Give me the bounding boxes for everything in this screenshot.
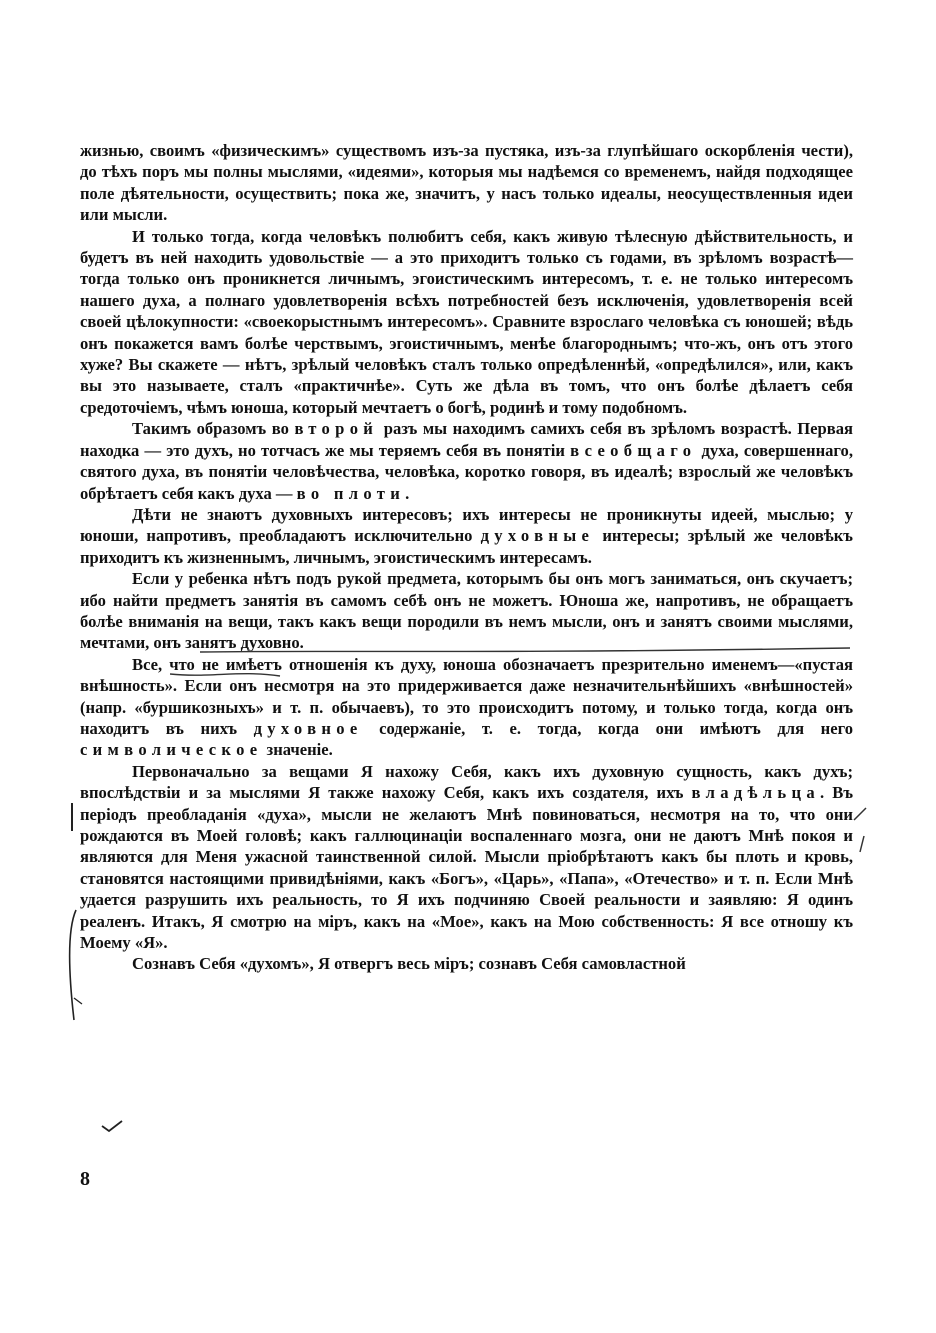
- text-segment: духа, совершеннаго, святого духа, въ понятіи человѣчества, человѣка, коротко говоря, въ идеалѣ; взрослый же человѣкъ обрѣтаетъ себя какъ духа —: [80, 440, 853, 503]
- paragraph: [80, 761, 853, 954]
- paragraph: [80, 504, 853, 568]
- text-segment: Такимъ образомъ во: [132, 419, 295, 439]
- margin-tick-mark: [100, 1118, 124, 1134]
- text-segment: .: [405, 483, 410, 503]
- emphasized-text: второй: [294, 419, 379, 439]
- text-segment: содержаніе, т. е. тогда, когда они имѣютъ для него: [362, 718, 853, 738]
- text-segment: И только тогда, когда человѣкъ полюбитъ себя, какъ живую тѣлесную дѣйствительность, и будетъ въ ней находить удовольствіе — а это приходитъ только съ годами, въ зрѣломъ возрастѣ—тогда только онъ проникнется личнымъ, эгоистическимъ интересомъ, т. е. не только интересомъ нашего духа, а полнаго удовлетворенія всѣхъ потребностей безъ исключенія, удовлетворенія всей своей цѣлокупности: «своекорыстнымъ интересомъ». Сравните взрослаго человѣка съ юношей; вѣдь онъ покажется вамъ болѣе черствымъ, эгоистичнымъ, менѣе благороднымъ; что-жъ, онъ отъ этого хуже? Вы скажете — нѣтъ, зрѣлый человѣкъ сталъ только опредѣленнѣй, «опредѣлился», или, какъ вы это называете, сталъ «практичнѣе». Суть же дѣла въ томъ, что онъ болѣе дѣлаетъ себя средоточіемъ, чѣмъ юноша, который мечтаетъ о богѣ, родинѣ и тому подобномъ.: [80, 226, 853, 417]
- paragraph: [80, 140, 853, 226]
- text-segment: интересы; зрѣлый же человѣкъ приходитъ къ жизненнымъ, личнымъ, эгоистическимъ интересамъ.: [80, 526, 853, 567]
- text-segment: Если у ребенка нѣтъ подъ рукой предмета, которымъ бы онъ могъ заниматься, онъ скучаетъ; ибо найти предметъ занятія въ самомъ себѣ онъ не можетъ. Юноша же, напротивъ, не обращаетъ болѣе вниманія на вещи, такъ какъ вещи породили въ немъ мысли, онъ и занятъ своими мыслями, мечтами, онъ занятъ духовно.: [80, 569, 853, 653]
- paragraph: [80, 568, 853, 654]
- emphasized-text: владѣльца: [691, 783, 820, 803]
- paragraph: [80, 226, 853, 419]
- text-segment: Сознавъ Себя «духомъ», Я отвергъ весь міръ; сознавъ Себя самовластной: [132, 954, 686, 974]
- text-segment: Первоначально за вещами Я нахожу Себя, какъ ихъ духовную сущность, какъ духъ; впослѣдствіи и за мыслями Я также нахожу Себя, какъ ихъ создателя, ихъ: [80, 761, 853, 803]
- page-body: [80, 140, 853, 975]
- emphasized-text: духовное: [253, 718, 363, 738]
- text-segment: . Въ періодъ преобладанія «духа», мысли не желаютъ Мнѣ повиноваться, несмотря на то, что они рождаются въ Моей головѣ; какъ галлюцинаціи воспаленнаго мозга, они не даютъ Мнѣ покоя и являются для Меня ужасной таинственной силой. Мысли пріобрѣтаютъ какъ бы плоть и кровь, становятся настоящими привидѣніями, какъ «Богъ», «Царь», «Папа», «Отечество» и т. п. Если Мнѣ удается разрушить ихъ реальность, то Я ихъ подчиняю Своей реальности и заявляю: Я одинъ реаленъ. Итакъ, Я смотрю на міръ, какъ на «Мое», какъ на Мою собственность: Я все отношу къ Моему «Я».: [80, 783, 853, 953]
- text-segment: Все, что не имѣетъ отношенія къ духу, юноша обозначаетъ презрительно именемъ—«пустая внѣшность». Если онъ несмотря на это придерживается даже незначительнѣйшихъ «внѣшностей» (напр. «буршикозныхъ» и т. п. обычаевъ), то это происходитъ потому, и только тогда, когда онъ находитъ въ нихъ: [80, 654, 853, 738]
- emphasized-text: символическое: [80, 740, 263, 760]
- paragraph: [80, 654, 853, 761]
- margin-bar-mark: [68, 802, 76, 832]
- emphasized-text: духовные: [480, 526, 595, 546]
- paragraph: [80, 418, 853, 504]
- text-segment: разъ мы находимъ самихъ себя въ зрѣломъ возрастѣ. Первая находка — это духъ, но тотчасъ же мы теряемъ себя въ понятіи: [80, 419, 853, 460]
- page-number: 8: [80, 1168, 90, 1190]
- margin-check-mark: [852, 806, 874, 856]
- paragraph: [80, 953, 853, 974]
- text-segment: жизнью, своимъ «физическимъ» существомъ изъ-за пустяка, изъ-за глупѣйшаго оскорбленія чести), до тѣхъ поръ мы полны мыслями, «идеями», которыя мы надѣемся со временемъ, найдя подходящее поле дѣятельности, осуществить; пока же, значитъ, у насъ только идеалы, неосуществленныя идеи или мысли.: [80, 141, 853, 225]
- text-segment: значеніе.: [262, 740, 333, 760]
- text-segment: Дѣти не знаютъ духовныхъ интересовъ; ихъ интересы не проникнуты идеей, мыслью; у юноши, напротивъ, преобладаютъ исключительно: [80, 504, 853, 546]
- emphasized-text: во плоти: [296, 483, 406, 503]
- emphasized-text: всеобщаго: [570, 440, 697, 460]
